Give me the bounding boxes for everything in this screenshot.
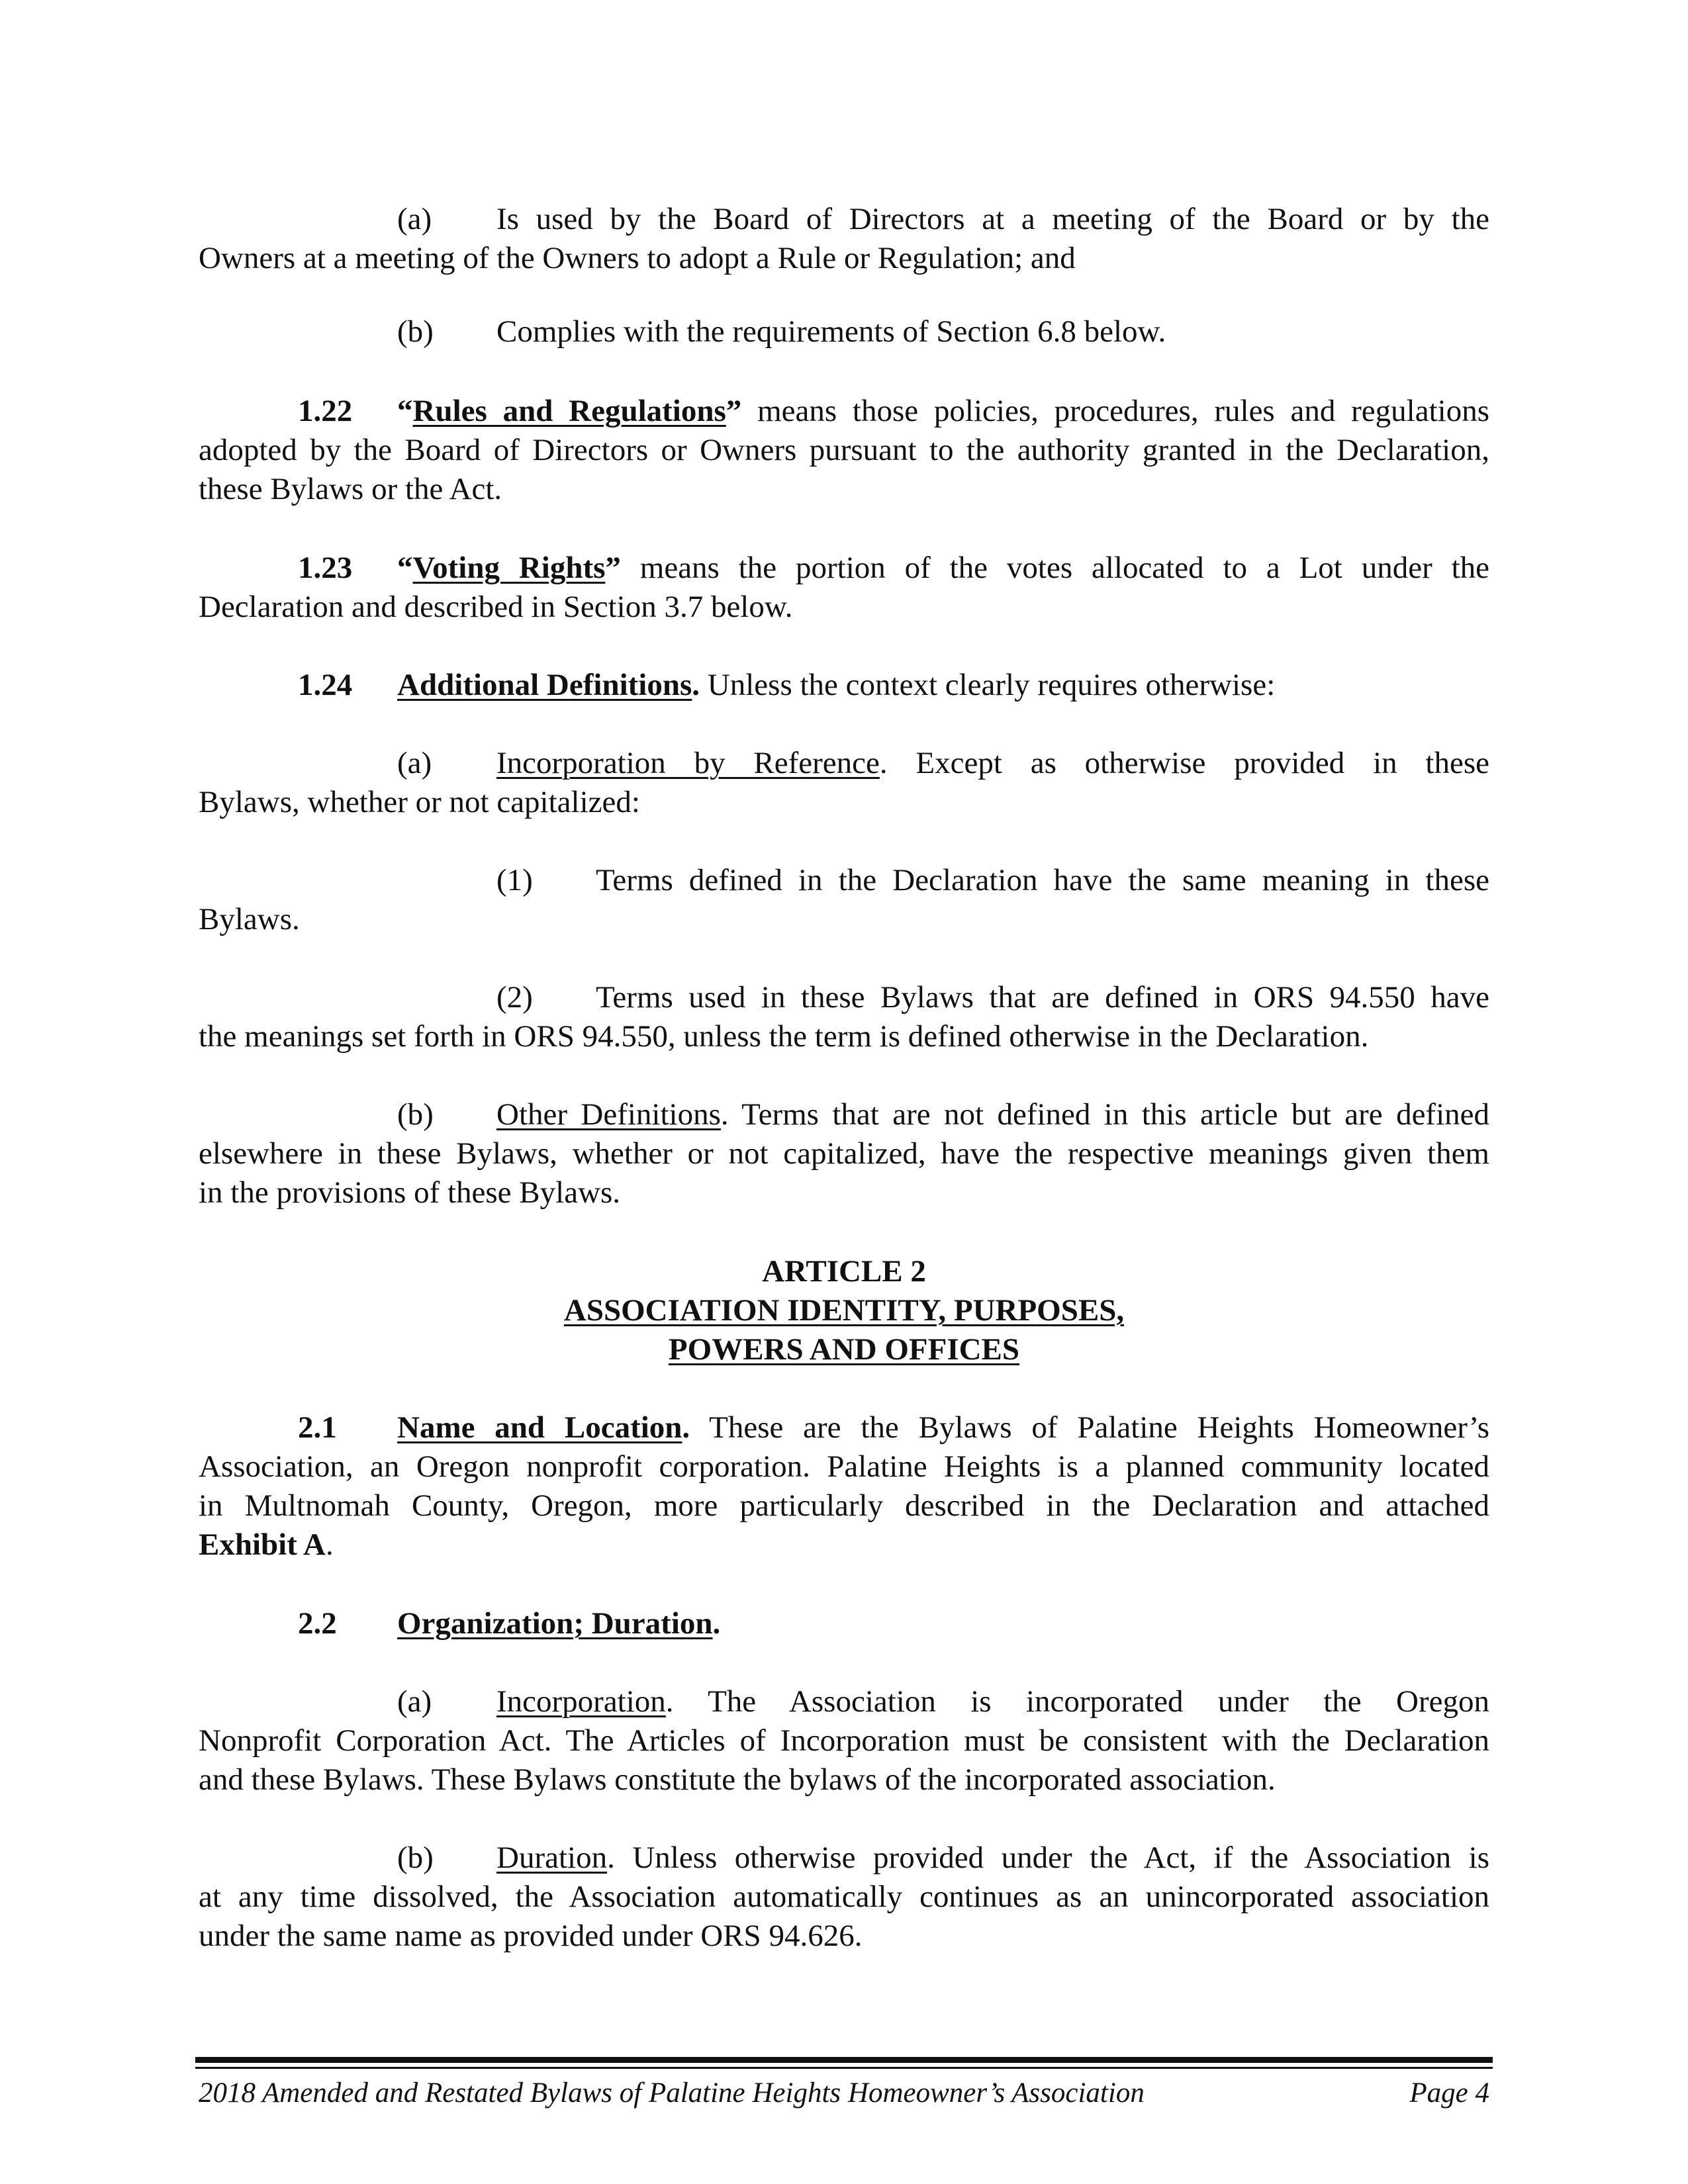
exhibit-reference: Exhibit A [199,1527,326,1562]
para-text: under the same name as provided under ORS 94.626. [199,1919,863,1953]
para-text: in the provisions of these Bylaws. [199,1175,621,1210]
item-number: (b) [397,1097,434,1132]
section-number: 1.24 [298,668,353,702]
section-2-2-a: (a) Incorporation. The Association is incorporated under the Oregon Nonprofit Corporation Act. The Articles of Incorporation must be consistent with the Declaration and these Bylaws. These Bylaws constitute the bylaws of the incorporated association. [199,1682,1489,1799]
section-number: 1.23 [298,551,353,585]
section-1-24-a-1 [199,861,1489,939]
para-text: Declaration and described in Section 3.7 below. [199,590,793,624]
item-number: (a) [397,202,432,236]
para-text: The Association is incorporated under the Oregon [673,1684,1489,1719]
section-2-2-b: (b) Duration. Unless otherwise provided under the Act, if the Association is at any time dissolved, the Association automatically continues as an unincorporated association under the same name as provided under ORS 94.626. [199,1839,1489,1956]
para-text: at any time dissolved, the Association automatically continues as an unincorporated association [199,1880,1489,1914]
para-text: Bylaws, whether or not capitalized: [199,785,640,819]
item-number: (1) [496,863,533,897]
footer-rule-thick [195,2057,1493,2063]
para-text: elsewhere in these Bylaws, whether or not capitalized, have the respective meanings given them [199,1136,1489,1171]
section-number: 2.2 [298,1606,337,1641]
para-text: means the portion of the votes allocated to a Lot under the [620,551,1489,585]
para-text: Owners at a meeting of the Owners to adopt a Rule or Regulation; and [199,241,1076,275]
para-text: Unless the context clearly requires otherwise: [700,668,1276,702]
para-1-21-b [199,312,1489,351]
section-1-23: 1.23 “Voting Rights” means the portion of the votes allocated to a Lot under the Declaration and described in Section 3.7 below. [199,549,1489,627]
item-title: Other Definitions [496,1097,721,1132]
para-text: adopted by the Board of Directors or Owners pursuant to the authority granted in the Declaration, [199,433,1489,467]
section-1-24: 1.24 Additional Definitions. Unless the context clearly requires otherwise: [199,666,1489,705]
article-title-line-2: POWERS AND OFFICES [668,1332,1020,1367]
para-text: Association, an Oregon nonprofit corporation. Palatine Heights is a planned community located [199,1449,1489,1484]
section-1-24-b: (b) Other Definitions. Terms that are not defined in this article but are defined elsewhere in these Bylaws, whether or not capitalized, have the respective meanings given them in the provisions of these Bylaws. [199,1095,1489,1212]
item-number: (a) [397,746,432,780]
section-2-1: 2.1 Name and Location. These are the Bylaws of Palatine Heights Homeowner’s Association, an Oregon nonprofit corporation. Palatine Heights is a planned community located in Multnomah County, Oregon, more particularly described in the Declaration and attached Exhibit A. [199,1408,1489,1565]
para-text: Terms defined in the Declaration have the same meaning in these [596,863,1489,897]
section-1-22: 1.22 “Rules and Regulations” means those policies, procedures, rules and regulations adopted by the Board of Directors or Owners pursuant to the authority granted in the Declaration, these Bylaws or the Act. [199,392,1489,509]
section-title: Organization; Duration [397,1606,713,1641]
para-text: Unless otherwise provided under the Act, if the Association is [614,1841,1489,1875]
section-number: 2.1 [298,1410,337,1445]
section-title: Name and Location [397,1410,682,1445]
section-2-2: 2.2 Organization; Duration. [199,1604,1489,1643]
article-heading [199,1252,1489,1369]
section-1-24-a: (a) Incorporation by Reference. Except as otherwise provided in these Bylaws, whether or not capitalized: [199,744,1489,822]
para-text: Except as otherwise provided in these [887,746,1489,780]
page-footer [199,2075,1489,2112]
para-text: Nonprofit Corporation Act. The Articles of Incorporation must be consistent with the Declaration [199,1723,1489,1758]
section-title: Additional Definitions [397,668,692,702]
item-title: Incorporation by Reference [496,746,880,780]
footer-title: 2018 Amended and Restated Bylaws of Palatine Heights Homeowner’s Association [199,2077,1145,2109]
para-text: these Bylaws or the Act. [199,472,502,506]
para-text: Terms used in these Bylaws that are defined in ORS 94.550 have [596,980,1489,1015]
para-text: Is used by the Board of Directors at a meeting of the Board or by the [496,202,1489,236]
para-text: These are the Bylaws of Palatine Heights Homeowner’s [690,1410,1489,1445]
item-title: Incorporation [496,1684,666,1719]
para-text: in Multnomah County, Oregon, more particularly described in the Declaration and attached [199,1488,1489,1523]
article-number: ARTICLE 2 [762,1254,926,1289]
item-number: (b) [397,1841,434,1875]
article-title-line-1: ASSOCIATION IDENTITY, PURPOSES, [563,1293,1125,1328]
section-1-24-a-2 [199,978,1489,1056]
para-text: means those policies, procedures, rules and regulations [741,394,1489,428]
section-number: 1.22 [298,394,353,428]
para-text: the meanings set forth in ORS 94.550, unless the term is defined otherwise in the Declaration. [199,1019,1369,1054]
item-number: (b) [397,314,434,349]
item-number: (a) [397,1684,432,1719]
para-text: Complies with the requirements of Section 6.8 below. [496,314,1166,349]
defined-term: Rules and Regulations [412,394,726,428]
footer-rule-thin [195,2067,1493,2069]
para-1-21-a [199,200,1489,278]
item-number: (2) [496,980,533,1015]
page-number: Page 4 [1409,2077,1489,2109]
defined-term: Voting Rights [412,551,606,585]
para-text: Terms that are not defined in this article but are defined [728,1097,1489,1132]
item-title: Duration [496,1841,608,1875]
para-text: Bylaws. [199,902,300,936]
para-text: and these Bylaws. These Bylaws constitute the bylaws of the incorporated association. [199,1762,1276,1797]
